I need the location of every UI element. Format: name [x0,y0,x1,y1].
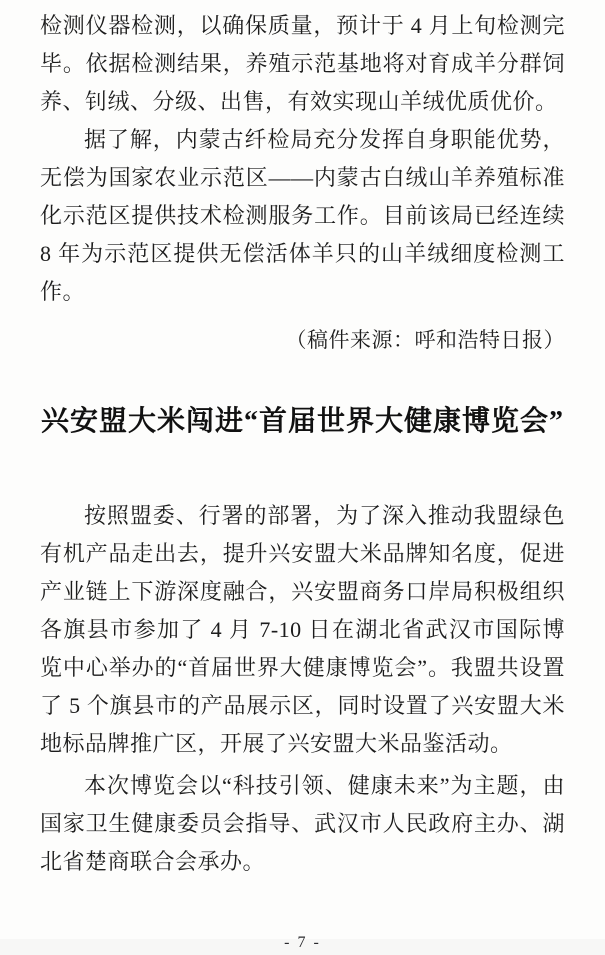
page-number: - 7 - [284,934,321,951]
source-attribution: （稿件来源：呼和浩特日报） [285,328,565,352]
article2-paragraph-2: 本次博览会以“科技引领、健康未来”为主题，由国家卫生健康委员会指导、武汉市人民政府主办、湖北省楚商联合会承办。 [40,773,565,874]
article1-paragraph-1: 检测仪器检测，以确保质量，预计于 4 月上旬检测完毕。依据检测结果，养殖示范基地将对育成羊分群饲养、钊绒、分级、出售，有效实现山羊绒优质优价。 [40,13,565,114]
article2-paragraph-1: 按照盟委、行署的部署，为了深入推动我盟绿色有机产品走出去，提升兴安盟大米品牌知名度，促进产业链上下游深度融合，兴安盟商务口岸局积极组织各旗县市参加了 4 月 7-10 日在湖北省武汉市国际博览中心举办的“首届世界大健康博览会”。我盟共设置了 5 个旗县市的产品展示区，同时设置了兴安盟大米地标品牌推广区，开展了兴安盟大米品鉴活动。 [40,503,565,756]
article2-title: 兴安盟大米闯进“首届世界大健康博览会” [40,406,564,437]
article1-paragraph-2: 据了解，内蒙古纤检局充分发挥自身职能优势，无偿为国家农业示范区——内蒙古白绒山羊养殖标准化示范区提供技术检测服务工作。目前该局已经连续 8 年为示范区提供无偿活体羊只的山羊绒细度检测工作。 [40,127,565,304]
